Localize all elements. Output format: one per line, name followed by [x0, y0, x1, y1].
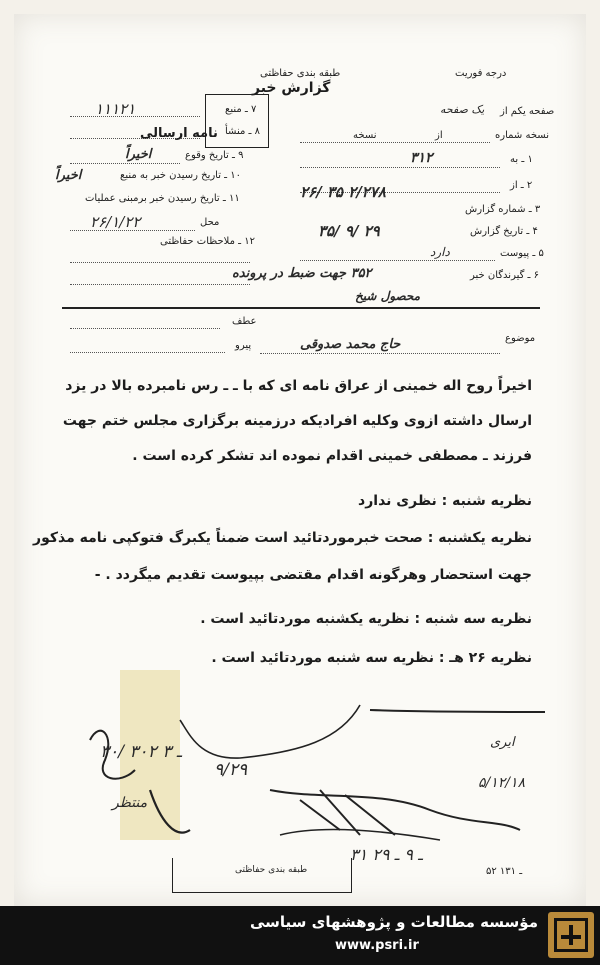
ops-value: ۲۶/۱/۲۲	[90, 213, 141, 231]
org-name: مؤسسه مطالعات و پژوهشهای سیاسی	[249, 913, 538, 931]
subject-person: محصول شیخ	[355, 289, 421, 303]
report-title: گزارش خبر	[252, 80, 331, 96]
bottom-sign-date: ۳۱ ـ ۹ ـ ۲۹	[350, 845, 423, 864]
signature-right-date: ۵/۱۲/۱۸	[478, 775, 526, 791]
source-value: ۱۱۱۲۱	[95, 100, 136, 118]
date-note: ۹/۲۹	[214, 760, 248, 780]
body-line-4: نظریه شنبه : نظری ندارد	[358, 493, 532, 509]
field-6-label: ۶ ـ گیرندگان خبر	[470, 270, 540, 281]
letter-type: نامه ارسالی	[140, 126, 218, 141]
field-5-value: دارد	[430, 245, 450, 259]
psri-logo-icon	[548, 912, 594, 958]
field-8-label: ۸ ـ منشأ	[225, 126, 261, 137]
page-of-value: یک صفحه	[440, 103, 485, 116]
left-margin-note-2: منتظر	[112, 795, 148, 811]
field-7-label: ۷ ـ منبع	[225, 104, 257, 115]
field-1-value: ۳۱۲	[410, 150, 433, 166]
priority-label: درجه فوریت	[455, 68, 507, 79]
field-3-value: ۲۶/ ۳۵ ۲/۲۷۸	[300, 183, 386, 201]
field-4-label: ۴ ـ تاریخ گزارش	[470, 226, 538, 237]
field-2-label: ۲ ـ از	[510, 180, 533, 191]
classification-bottom: طبقه بندی حفاظتی	[235, 865, 308, 875]
body-line-1: اخیراً روح اله خمینی از عراق نامه ای که با ـ ـ رس نامبرده بالا در یزد	[65, 378, 532, 394]
attach-label: عطف	[232, 316, 257, 327]
occurrence-value: اخیراً	[125, 147, 152, 162]
body-line-6: جهت استحضار وهرگونه اقدام مقتضی بپیوست تقدیم میگردد . -	[94, 567, 532, 583]
body-line-7: نظریه سه شنبه : نظریه یکشنبه موردتائید است .	[200, 611, 532, 627]
field-3-label: ۳ ـ شماره گزارش	[465, 204, 541, 215]
field-5-label: ۵ ـ پیوست	[500, 248, 544, 259]
copies-label: نسخه شماره	[495, 130, 549, 141]
page-of-label: صفحه یکم از	[500, 106, 555, 117]
field-11-place: محل	[200, 217, 220, 228]
body-line-5: نظریه یکشنبه : صحت خبرموردتائید است ضمناً یکبرگ فتوکپی نامه مذکور	[33, 530, 532, 546]
field-6-value: ۳۵۲ جهت ضبط در پرونده	[232, 266, 372, 281]
footer-classification-box	[172, 858, 352, 893]
signature-right: ایری	[490, 735, 515, 750]
copies-suffix-label: نسخه	[353, 130, 377, 141]
field-11-label: ۱۱ ـ تاریخ رسیدن خبر برمبنی عملیات	[85, 193, 240, 204]
field-10-label: ۱۰ ـ تاریخ رسیدن خبر به منبع	[120, 170, 242, 181]
body-line-8: نظریه ۲۶ هـ : نظریه سه شنبه موردتائید است .	[211, 650, 532, 666]
subject-label: موضوع	[505, 333, 536, 344]
subject-value: حاج محمد صدوقی	[300, 337, 401, 352]
copies-of-label: از	[435, 130, 443, 141]
body-line-2: ارسال داشته ازوی وکلیه افرادیکه درزمینه برگزاری مجلس ختم جهت	[62, 413, 532, 429]
org-site: www.psri.ir	[335, 938, 419, 953]
classification-top: طبقه بندی حفاظتی	[260, 68, 341, 79]
field-1-label: ۱ ـ به	[510, 154, 533, 165]
field-12-label: ۱۲ ـ ملاحظات حفاظتی	[160, 236, 255, 247]
followup-label: پیرو	[235, 340, 252, 351]
left-margin-note: ۳۰/ ۳۰۲ ـ ۳	[100, 742, 182, 762]
form-number: ۵۲ ـ ۱۳۱	[486, 866, 523, 877]
field-9-label: ۹ ـ تاریخ وقوع	[185, 150, 244, 161]
field-4-value: ۳۵/ ۹/ ۲۹	[318, 222, 380, 240]
arrival-value: اخیراً	[55, 168, 82, 183]
body-line-3: فرزند ـ مصطفی خمینی اقدام نموده اند تشکر کرده است .	[132, 448, 532, 464]
